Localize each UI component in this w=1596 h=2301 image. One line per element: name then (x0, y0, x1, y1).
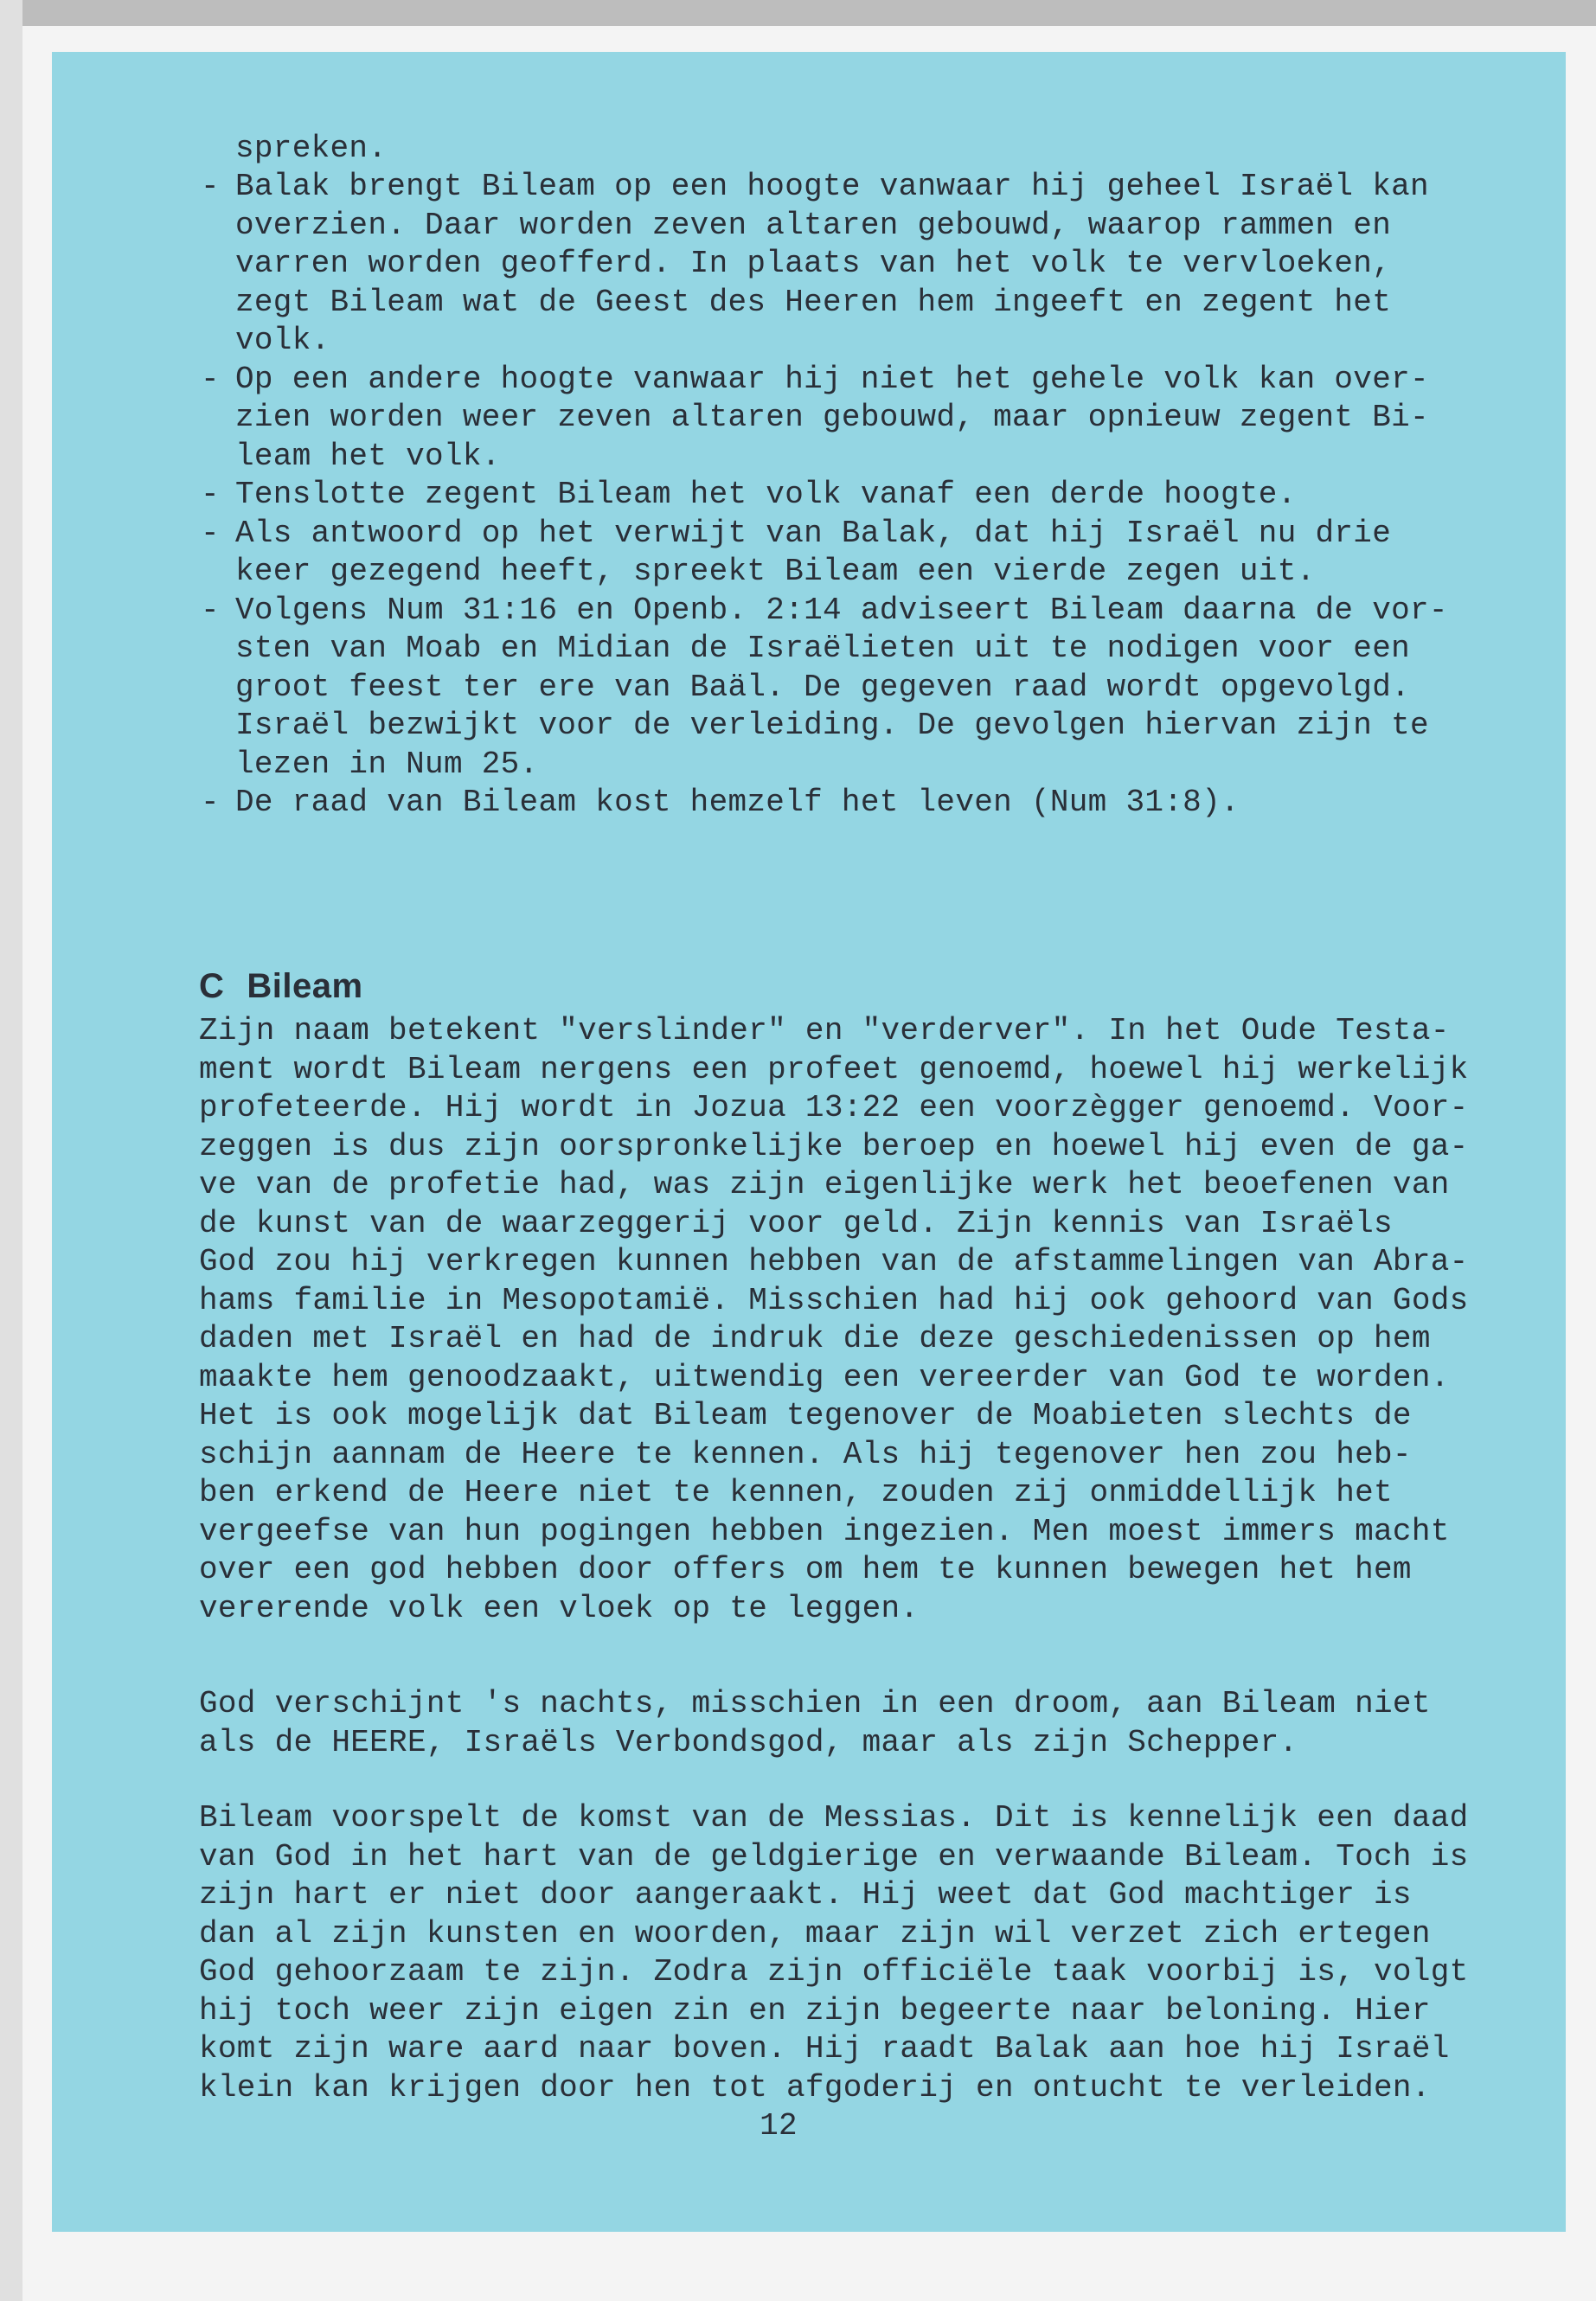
paragraph-line: ve van de profetie had, was zijn eigenlijke werk het beoefenen van (199, 1167, 1450, 1202)
paragraph-line: dan al zijn kunsten en woorden, maar zijn wil verzet zich ertegen (199, 1915, 1431, 1952)
paragraph-line: God gehoorzaam te zijn. Zodra zijn officiële taak voorbij is, volgt (199, 1954, 1469, 1990)
paragraph-line: klein kan krijgen door hen tot afgoderij en ontucht te verleiden. (199, 2069, 1431, 2106)
paragraph-line: hij toch weer zijn eigen zin en zijn begeerte naar beloning. Hier (199, 1992, 1431, 2029)
paragraph-3 (199, 1799, 1469, 2107)
paragraph-line: Zijn naam betekent "verslinder" en "verderver". In het Oude Testa- (199, 1013, 1450, 1048)
paragraph-line: de kunst van de waarzeggerij voor geld. Zijn kennis van Israëls (199, 1205, 1393, 1241)
paragraph-line: Bileam voorspelt de komst van de Messias. Dit is kennelijk een daad (199, 1800, 1469, 1836)
paragraph-line: ben erkend de Heere niet te kennen, zouden zij onmiddellijk het (199, 1475, 1393, 1510)
bullet-item (201, 168, 1448, 361)
bullet-line: De raad van Bileam kost hemzelf het leven (Num 31:8). (235, 785, 1240, 820)
paragraph-line: over een god hebben door offers om hem te kunnen bewegen het hem (199, 1552, 1412, 1587)
bullet-dash: - (201, 169, 220, 204)
bullet-dash: - (201, 477, 220, 512)
paragraph-line: komt zijn ware aard naar boven. Hij raadt Balak aan hoe hij Israël (199, 2031, 1450, 2067)
bullet-line: Op een andere hoogte vanwaar hij niet het gehele volk kan over- (235, 361, 1429, 397)
bullet-line: lezen in Num 25. (235, 746, 539, 782)
bullet-line: Volgens Num 31:16 en Openb. 2:14 adviseert Bileam daarna de vor- (235, 592, 1448, 628)
paragraph-line: vergeefse van hun pogingen hebben ingezien. Men moest immers macht (199, 1513, 1450, 1549)
section-heading (199, 967, 363, 1006)
bullet-line: keer gezegend heeft, spreekt Bileam een vierde zegen uit. (235, 554, 1316, 589)
paragraph-line: zijn hart er niet door aangeraakt. Hij weet dat God machtiger is (199, 1877, 1412, 1913)
bullet-dash: - (201, 592, 220, 628)
bullet-item (201, 784, 1448, 823)
bullet-line: groot feest ter ere van Baäl. De gegeven raad wordt opgevolgd. (235, 669, 1411, 705)
paragraph-line: Het is ook mogelijk dat Bileam tegenover de Moabieten slechts de (199, 1398, 1412, 1433)
scan-top-edge (0, 0, 1596, 26)
intro-line: spreken. (235, 131, 388, 166)
bullet-item (201, 515, 1448, 592)
paragraph-2 (199, 1685, 1431, 1762)
paragraph-line: maakte hem genoodzaakt, uitwendig een vereerder van God te worden. (199, 1359, 1450, 1395)
bullet-line: Als antwoord op het verwijt van Balak, dat hij Israël nu drie (235, 515, 1392, 551)
paragraph-line: als de HEERE, Israëls Verbondsgod, maar als zijn Schepper. (199, 1724, 1298, 1760)
bullet-line: varren worden geofferd. In plaats van het volk te vervloeken, (235, 246, 1392, 281)
section-title: Bileam (247, 967, 363, 1005)
bullet-line: Israël bezwijkt voor de verleiding. De gevolgen hiervan zijn te (235, 708, 1429, 743)
paragraph-1 (199, 1012, 1469, 1628)
bullet-line: sten van Moab en Midian de Israëlieten uit te nodigen voor een (235, 631, 1411, 666)
bullet-list (201, 168, 1448, 823)
paragraph-line: schijn aannam de Heere te kennen. Als hij tegenover hen zou heb- (199, 1436, 1412, 1472)
paragraph-line: God zou hij verkregen kunnen hebben van de afstammelingen van Abra- (199, 1244, 1469, 1279)
section-letter: C (199, 967, 225, 1005)
bullet-item (201, 476, 1448, 515)
paragraph-line: vererende volk een vloek op te leggen. (199, 1590, 920, 1626)
paragraph-line: zeggen is dus zijn oorspronkelijke beroep en hoewel hij even de ga- (199, 1128, 1469, 1164)
bullet-dash: - (201, 785, 220, 820)
scan-left-edge (0, 0, 22, 2301)
bullet-item (201, 361, 1448, 477)
paragraph-line: hams familie in Mesopotamië. Misschien had hij ook gehoord van Gods (199, 1282, 1469, 1318)
bullet-dash: - (201, 515, 220, 551)
bullet-line: overzien. Daar worden zeven altaren gebouwd, waarop rammen en (235, 207, 1392, 243)
paragraph-line: daden met Israël en had de indruk die deze geschiedenissen op hem (199, 1321, 1431, 1356)
bullet-dash: - (201, 361, 220, 397)
page-number: 12 (760, 2108, 798, 2144)
paragraph-line: van God in het hart van de geldgierige en verwaande Bileam. Toch is (199, 1838, 1469, 1875)
bullet-line: Tenslotte zegent Bileam het volk vanaf een derde hoogte. (235, 477, 1297, 512)
bullet-line: zien worden weer zeven altaren gebouwd, maar opnieuw zegent Bi- (235, 400, 1429, 435)
paragraph-line: ment wordt Bileam nergens een profeet genoemd, hoewel hij werkelijk (199, 1051, 1469, 1087)
bullet-line: Balak brengt Bileam op een hoogte vanwaar hij geheel Israël kan (235, 169, 1429, 204)
paragraph-line: profeteerde. Hij wordt in Jozua 13:22 een voorzègger genoemd. Voor- (199, 1090, 1469, 1125)
bullet-line: leam het volk. (235, 438, 501, 474)
bullet-line: zegt Bileam wat de Geest des Heeren hem ingeeft en zegent het (235, 284, 1392, 320)
bullet-line: volk. (235, 323, 330, 358)
document-page (52, 52, 1566, 2232)
bullet-item (201, 592, 1448, 785)
paragraph-line: God verschijnt 's nachts, misschien in een droom, aan Bileam niet (199, 1686, 1431, 1721)
